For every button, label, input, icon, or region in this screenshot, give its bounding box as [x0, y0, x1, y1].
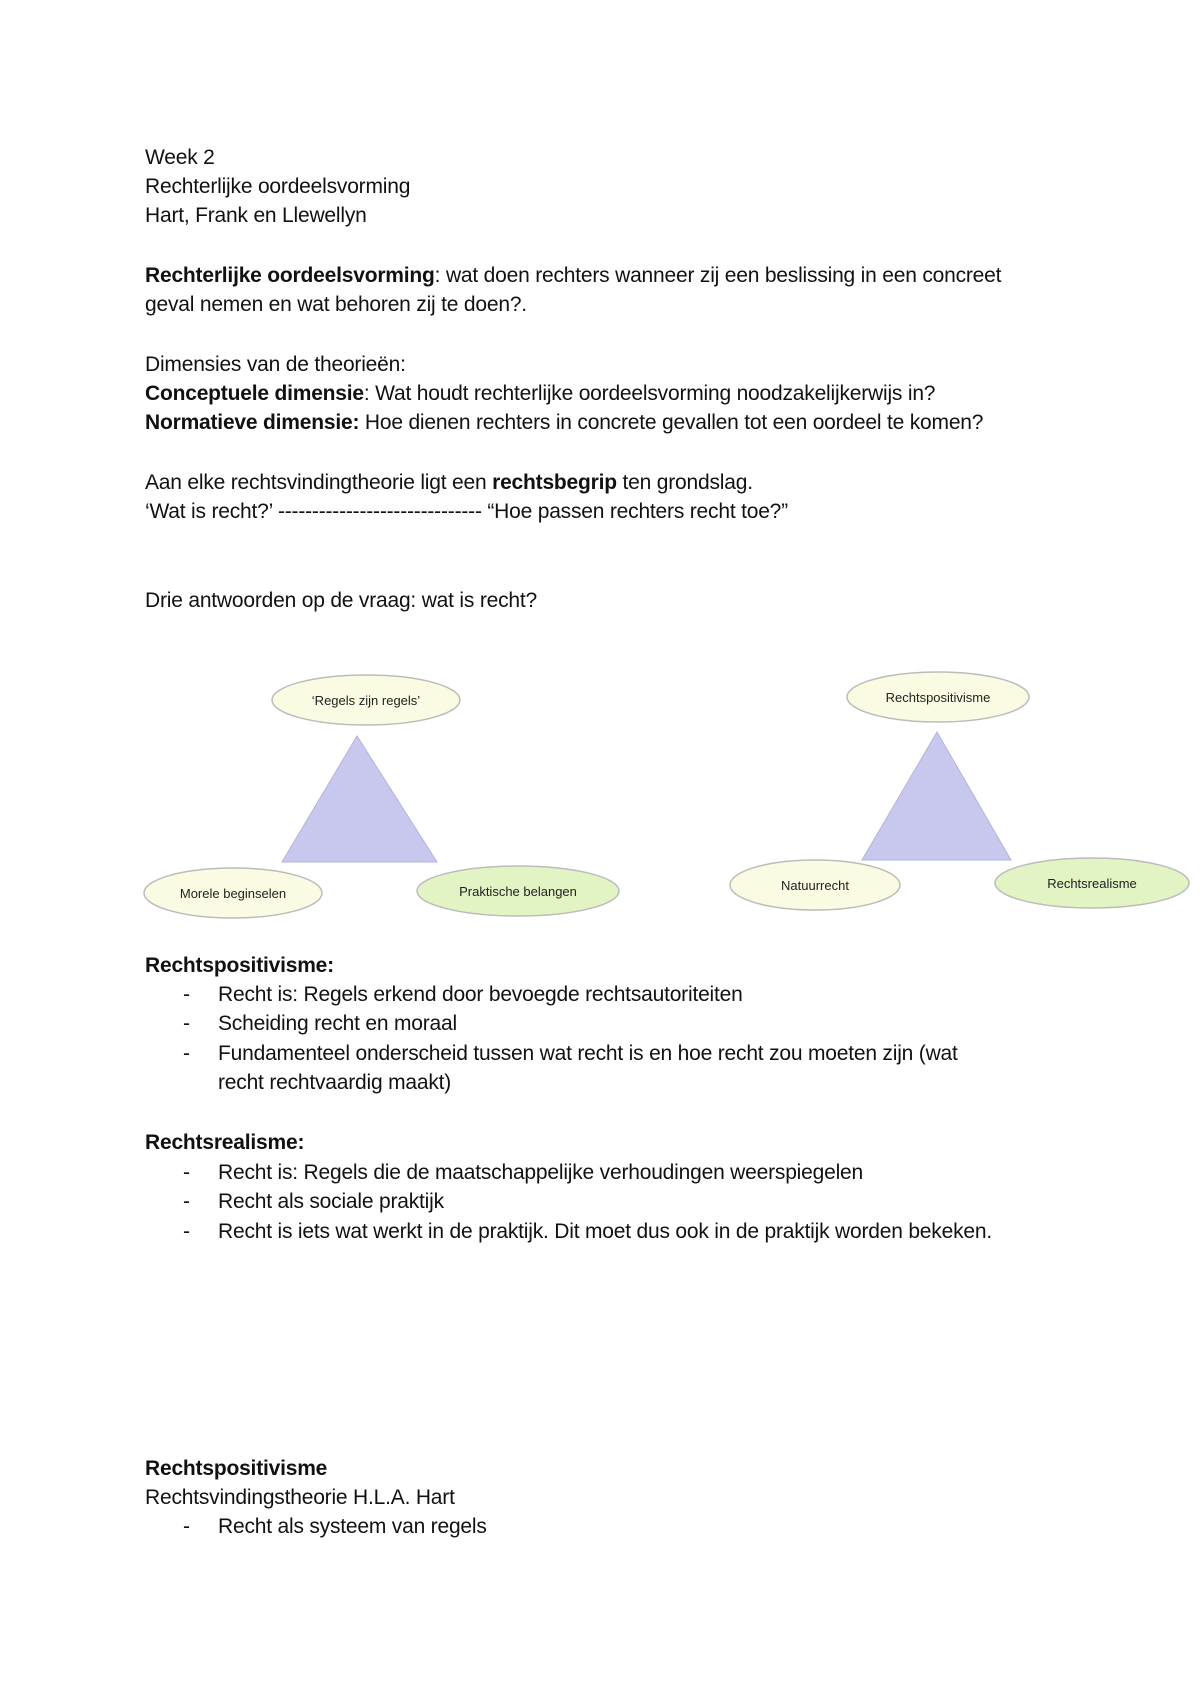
hart-bullet-1: -: [183, 1515, 190, 1538]
basis-line: [145, 468, 753, 497]
diagram-left-bottom-right-label: Praktische belangen: [459, 884, 577, 899]
definition-line-1: [145, 261, 1001, 290]
diagram-right-triangle: [862, 732, 1011, 860]
realism-item-1: Recht is: Regels die de maatschappelijke verhoudingen weerspiegelen: [218, 1161, 864, 1184]
diagram-right: [730, 672, 1189, 910]
definition-line-2: geval nemen en wat behoren zij te doen?.: [145, 293, 527, 316]
conceptual-dimension-line: [145, 379, 935, 408]
diagram-right-top-label: Rechtspositivisme: [885, 690, 991, 705]
diagram-left-triangle: [282, 736, 437, 862]
basis-post: ten grondslag.: [616, 471, 753, 494]
positivism-item-3-continuation: recht rechtvaardig maakt): [218, 1071, 452, 1094]
normative-text: Hoe dienen rechters in concrete gevallen tot een oordeel te komen?: [359, 411, 984, 434]
positivism-heading: Rechtspositivisme:: [145, 954, 334, 977]
law-concept-diagrams: [0, 660, 1200, 930]
authors-label: Hart, Frank en Llewellyn: [145, 204, 367, 227]
realism-item-3: Recht is iets wat werkt in de praktijk. Dit moet dus ook in de praktijk worden bekeken.: [218, 1220, 992, 1243]
three-answers-heading: Drie antwoorden op de vraag: wat is recht?: [145, 589, 537, 612]
diagram-left: [144, 675, 619, 918]
diagram-right-bottom-right-label: Rechtsrealisme: [1047, 876, 1137, 891]
diagram-left-bottom-left-label: Morele beginselen: [179, 886, 287, 901]
hart-item-1: Recht als systeem van regels: [218, 1515, 487, 1538]
conceptual-text: : Wat houdt rechterlijke oordeelsvorming noodzakelijkerwijs in?: [363, 382, 936, 405]
positivism-item-1: Recht is: Regels erkend door bevoegde rechtsautoriteiten: [218, 983, 743, 1006]
dimensions-heading: Dimensies van de theorieën:: [145, 353, 406, 376]
topic-label: Rechterlijke oordeelsvorming: [145, 175, 411, 198]
positivism-bullet-3: -: [183, 1042, 190, 1065]
hart-heading: Rechtspositivisme: [145, 1457, 328, 1480]
realism-heading: Rechtsrealisme:: [145, 1131, 305, 1154]
basis-pre: Aan elke rechtsvindingtheorie ligt een: [145, 471, 493, 494]
normative-term: Normatieve dimensie:: [145, 411, 360, 434]
positivism-bullet-2: -: [183, 1012, 190, 1035]
positivism-item-3: Fundamenteel onderscheid tussen wat recht is en hoe recht zou moeten zijn (wat: [218, 1042, 958, 1065]
conceptual-term: Conceptuele dimensie: [145, 382, 364, 405]
positivism-item-2: Scheiding recht en moraal: [218, 1012, 457, 1035]
realism-bullet-3: -: [183, 1220, 190, 1243]
positivism-bullet-1: -: [183, 983, 190, 1006]
normative-dimension-line: [145, 408, 983, 437]
question-line: ‘Wat is recht?’ ------------------------------ “Hoe passen rechters recht toe?”: [145, 500, 788, 523]
definition-text-1: : wat doen rechters wanneer zij een beslissing in een concreet: [434, 264, 1002, 287]
diagram-right-bottom-left-label: Natuurrecht: [781, 878, 849, 893]
realism-bullet-1: -: [183, 1161, 190, 1184]
definition-term: Rechterlijke oordeelsvorming: [145, 264, 435, 287]
hart-subheading: Rechtsvindingstheorie H.L.A. Hart: [145, 1486, 455, 1509]
diagram-left-top-label: ‘Regels zijn regels’: [311, 693, 421, 708]
week-label: Week 2: [145, 146, 215, 169]
realism-bullet-2: -: [183, 1190, 190, 1213]
basis-term: rechtsbegrip: [492, 471, 617, 494]
realism-item-2: Recht als sociale praktijk: [218, 1190, 444, 1213]
